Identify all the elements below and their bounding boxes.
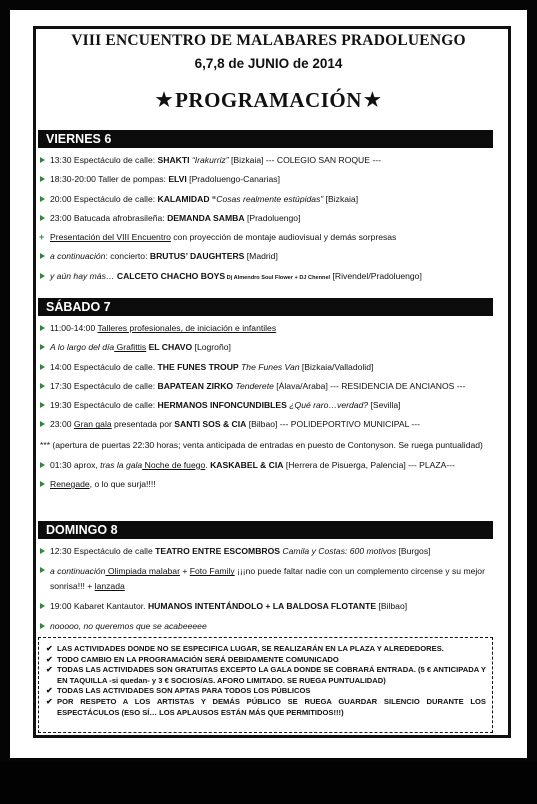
list-item: 19:30 Espectáculo de calle: HERMANOS INFONCUNDIBLES ¿Qué raro…verdad? [Sevilla] xyxy=(38,399,493,418)
arrow-bullet-icon xyxy=(40,402,45,408)
sunday-heading: DOMINGO 8 xyxy=(38,521,493,539)
bottom-black-band xyxy=(0,762,537,804)
arrow-bullet-icon xyxy=(40,548,45,554)
sunday-section xyxy=(38,521,493,639)
arrow-bullet-icon xyxy=(40,157,45,163)
plus-bullet: + xyxy=(39,232,45,243)
check-icon: ✔ xyxy=(46,665,53,675)
arrow-bullet-icon xyxy=(40,603,45,609)
poster-sheet xyxy=(10,10,527,758)
check-icon: ✔ xyxy=(46,686,53,696)
list-item: nooooo, no queremos que se acabeeeee xyxy=(38,620,493,639)
arrow-bullet-icon xyxy=(40,481,45,487)
arrow-bullet-icon xyxy=(40,215,45,221)
note-item: ✔ LAS ACTIVIDADES DONDE NO SE ESPECIFICA LUGAR, SE REALIZARÁN EN LA PLAZA Y ALREDEDORES. xyxy=(46,644,444,653)
arrow-bullet-icon xyxy=(40,623,45,629)
arrow-bullet-icon xyxy=(40,273,45,279)
saturday-heading: SÁBADO 7 xyxy=(38,298,493,316)
event-title: VIII ENCUENTRO DE MALABARES PRADOLUENGO xyxy=(71,32,466,49)
arrow-bullet-icon xyxy=(40,383,45,389)
list-item: 23:00 Batucada afrobrasileña: DEMANDA SAMBA [Pradoluengo] xyxy=(38,212,493,231)
check-icon: ✔ xyxy=(46,696,53,706)
list-item: + Presentación del VIII Encuentro con proyección de montaje audiovisual y demás sorpresas xyxy=(39,232,397,243)
arrow-bullet-icon xyxy=(40,176,45,182)
list-item: 11:00-14:00 Talleres profesionales, de iniciación e infantiles xyxy=(38,322,493,341)
list-item: 13:30 Espectáculo de calle: SHAKTI “Irakurriz” [Bizkaia] --- COLEGIO SAN ROQUE --- xyxy=(38,154,493,173)
saturday-section xyxy=(38,298,493,497)
list-item: 18:30-20:00 Taller de pompas: ELVI [Pradoluengo-Canarias] xyxy=(38,173,493,192)
note-item: ✔ POR RESPETO A LOS ARTISTAS Y DEMÁS PÚBLICO SE RUEGA GUARDAR SILENCIO DURANTE LOS ESPECTÁCULOS (ESO SÍ… LOS APLAUSOS ESTÁN MÁS QUE PERMITIDOS!!!) xyxy=(46,696,486,717)
friday-heading: VIERNES 6 xyxy=(38,130,493,148)
list-item: *** (apertura de puertas 22:30 horas; venta anticipada de entradas en puesto de Contonyson. Se ruega puntualidad) xyxy=(40,439,483,450)
list-item: 23:00 Gran gala presentada por SANTI SOS & CIA [Bilbao] --- POLIDEPORTIVO MUNICIPAL --- xyxy=(38,418,493,437)
list-item: 01:30 aprox, tras la gala Noche de fuego. KASKABEL & CIA [Herrera de Pisuerga, Palencia] --- PLAZA--- xyxy=(38,459,493,478)
event-dates: 6,7,8 de JUNIO de 2014 xyxy=(194,56,343,71)
arrow-bullet-icon xyxy=(40,253,45,259)
list-item: 14:00 Espectáculo de calle. THE FUNES TROUP The Funes Van [Bizkaia/Valladolid] xyxy=(38,361,493,380)
list-item: 20:00 Espectáculo de calle: KALAMIDAD “Cosas realmente estúpidas” [Bizkaia] xyxy=(38,193,493,212)
star-icon: ★ xyxy=(363,90,382,111)
note-item: ✔ TODO CAMBIO EN LA PROGRAMACIÓN SERÁ DEBIDAMENTE COMUNICADO xyxy=(46,654,339,664)
list-item: 19:00 Kabaret Kantautor. HUMANOS INTENTÁNDOLO + LA BALDOSA FLOTANTE [Bilbao] xyxy=(38,600,493,619)
arrow-bullet-icon xyxy=(40,567,45,573)
program-heading-text: PROGRAMACIÓN xyxy=(175,88,362,112)
program-heading xyxy=(10,88,527,113)
list-item: y aún hay más… CALCETO CHACHO BOYS Dj Almendro Soul Flower + DJ Chennel [Rivendel/Pradoluengo] xyxy=(38,270,493,289)
list-item: a continuación Olimpiada malabar + Foto Family ¡¡¡no puede faltar nadie con un complemento circense y su mejor sonrisa!!! + lanzada xyxy=(38,564,493,600)
list-item: A lo largo del día Grafittis EL CHAVO [Logroño] xyxy=(38,341,493,360)
friday-section xyxy=(38,130,493,289)
check-icon: ✔ xyxy=(46,654,53,664)
star-icon: ★ xyxy=(155,90,174,111)
note-item: ✔ TODAS LAS ACTIVIDADES SON GRATUITAS EXCEPTO LA GALA DONDE SE COBRARÁ ENTRADA. (5 € ANTICIPADA Y EN TAQUILLA -si quedan- y 3 € SOCIOS/AS. AFORO LIMITADO. SE RUEGA PUNTUALIDAD) xyxy=(46,665,486,685)
arrow-bullet-icon xyxy=(40,421,45,427)
check-icon: ✔ xyxy=(46,644,53,653)
arrow-bullet-icon xyxy=(40,462,45,468)
list-item: a continuación: concierto: BRUTUS’ DAUGHTERS [Madrid] xyxy=(38,250,493,269)
arrow-bullet-icon xyxy=(40,196,45,202)
note-item: ✔ TODAS LAS ACTIVIDADES SON APTAS PARA TODOS LOS PÚBLICOS xyxy=(46,686,311,696)
arrow-bullet-icon xyxy=(40,325,45,331)
list-item: 12:30 Espectáculo de calle TEATRO ENTRE ESCOMBROS Camila y Costas: 600 motivos [Burgos] xyxy=(38,545,493,564)
list-item: Renegade, o lo que surja!!!! xyxy=(38,478,493,497)
arrow-bullet-icon xyxy=(40,364,45,370)
arrow-bullet-icon xyxy=(40,344,45,350)
list-item: 17:30 Espectáculo de calle: BAPATEAN ZIRKO Tenderete [Álava/Araba] --- RESIDENCIA DE ANCIANOS --- xyxy=(38,380,493,399)
notes-box xyxy=(38,637,493,733)
